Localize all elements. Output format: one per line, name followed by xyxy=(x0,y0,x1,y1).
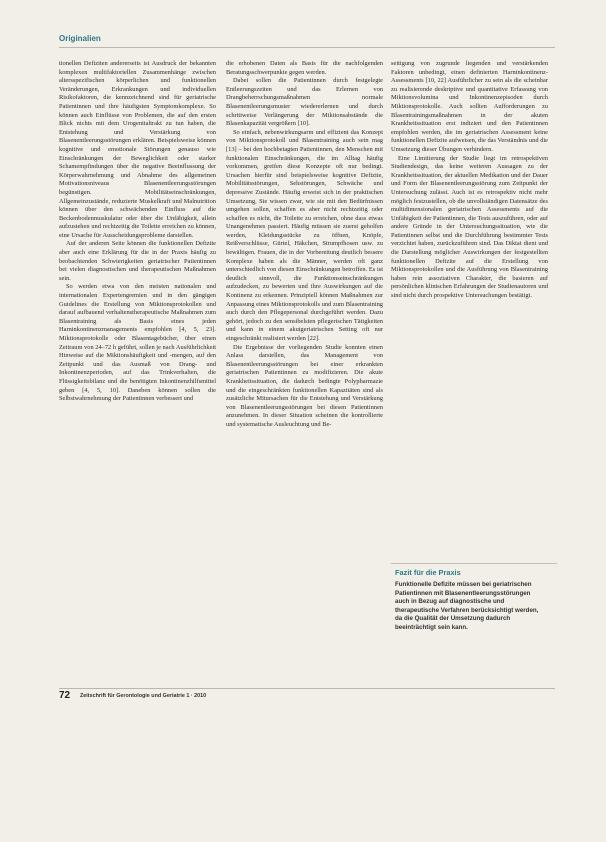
practice-conclusion-title: Fazit für die Praxis xyxy=(395,568,461,577)
paragraph: seitigung von zugrunde liegenden und verstärkenden Faktoren unbedingt, einen definierten Harninkontinenz-Assessments [10, 22] Ausführlicher zu sein als die scheinbar zu realisierende deskriptive und quantitative Erfassung von Miktionsvolumina und Inkontinenzepisoden durch Miktionsprotokolle. Auch sollten Aufforderungen zu Blasentrainingsmaßnahmen in der akuten Krankheitssituation erst indiziert und den Patientinnen empfohlen werden, die im geriatrischen Assessment keine funktionellen Defizite aufweisen, die das Verständnis und die Umsetzung dieser Übungen verhindern. xyxy=(391,60,548,153)
text-column-2 xyxy=(226,60,383,655)
text-column-3 xyxy=(391,60,548,550)
text-column-1 xyxy=(59,60,216,655)
paragraph: die erhobenen Daten als Basis für die nachfolgenden Beratungsschwerpunkte gegen werden. xyxy=(226,60,383,76)
header-rule xyxy=(59,47,555,48)
paragraph: Dabei sollen die Patientinnen durch festgelegte Entleerungszeiten und das Erlernen von Drangbeherrschungsmaßnahmen normale Blasenentleerungsmuster wiedererlernen und durch schrittweise Verlängerung der Miktionsabstände die Blasenkapazität vergrößern [10]. xyxy=(226,77,383,128)
paragraph: So einfach, nebenwirkungsarm und effizient das Konzept von Miktionsprotokoll und Blasentraining auch sein mag [13] – bei den hochbetagten Patientinnen, den Menschen mit funktionalen Einschränkungen, die im Alltag häufig vorkommen, greifen diese Konzepte oft nur bedingt. Ursachen hierfür sind beispielsweise kognitive Defizite, Mobilitätsstörungen, Sehstörungen, Schwäche und depressive Zustände. Häufig erweist sich in der praktischen Umsetzung, Sie wissen zwar, wie sie mit den Bedürfnissen umgehen sollen, schaffen es aber nicht rechtzeitig oder schaffen es nicht, die Toilette zu erreichen, ohne dass etwas Unangenehmes passiert. Häufig müssen sie zuerst geholfen werden, Kleidungsstücke zu öffnen, Knöpfe, Reißverschlüsse, Gürtel, Häkchen, Strumpfhosen usw. zu bewältigen. Frauen, die in der Vorbereitung deutlich bessere Komplexe haben als die Männer, werden oft ganz unterschiedlich von diesen Einschränkungen betroffen. Es ist deutlich sinnvoll, die Funktionseinschränkungen aufzudecken, zu bewerten und ihre Auswirkungen auf die Kontinenz zu erkennen. Prinzipiell können Maßnahmen zur Anpassung eines Miktionsprotokolls und zum Blasentraining auch durch den Pflegepersonal durchgeführt werden. Dazu gehört, jedoch zu den sensibelsten pflegerischen Tätigkeiten und kann in einem akutgeriatrischen Setting oft nur eingeschränkt realisiert werden [22]. xyxy=(226,128,383,342)
paragraph: So werden etwa von den meisten nationalen und internationalen Expertengremien und in den gängigen Guidelines die Erstellung von Miktionsprotokollen und darauf aufbauend verhaltenstherapeutische Maßnahmen zum Blasentraining als Basis eines jeden Harninkontinenzmanagements empfohlen [4, 5, 23]. Miktionsprotokolle oder Blasentagebücher, über einen Zeitraum von 24–72 h geführt, sollen je nach Ausführlichkeit Hinweise auf die Miktionshäufigkeit und -mengen, auf den Zeitpunkt und das Ausmaß von Drang- und Inkontinenzperioden, auf das Trinkverhalten, die Flüssigkeitsbilanz und die benötigten Inkontinenzhilfsmittel geben [4, 5, 10]. Daneben können sollen die Selbstwahrnehmung der Patientinnen verbessert und xyxy=(59,283,216,403)
paragraph: Eine Limitierung der Studie liegt im retrospektiven Studiendesign, das keine weiteren Aussagen zu der Krankheitssituation, der aktuellen Medikation und der Dauer und Form der Blasenentleerungsstörung zum Zeitpunkt der Untersuchung zulässt. Auch ist es retrospektiv nicht mehr möglich festzustellen, ob die unvollständigen Datensätze des multidimensionalen geriatrischen Assessments auf die Unfähigkeit der Patientinnen, die Tests auszuführen, oder auf andere Gründe in der Untersuchungssituation, wie die Patientinnen selbst und die Durchführung bestimmter Tests verzichtet haben, zurückzuführen sind. Das Diktat dient und die Darstellung möglicher Auswirkungen der festgestellten funktionellen Defizite auf die Erstellung von Miktionsprotokollen und die Ausführung von Blasentraining haben rein assoziativen Charakter, die basieren auf persönlichen klinischen Erfahrungen der Studienautoren und sind nicht durch prospektive Untersuchungen bestätigt. xyxy=(391,154,548,300)
section-header: Originalien xyxy=(59,34,101,43)
practice-conclusion-box xyxy=(391,563,557,674)
paragraph: Die Ergebnisse der vorliegenden Studie konnten einen Anlass darstellen, das Management von Blasenentleerungsstörungen bei einer erkrankten geriatrischen Patientinnen zu modifizieren. Die akute Krankheitssituation, die dadurch bedingte Polypharmazie und die eingeschränkten funktionellen Kapazitäten sind als zusätzliche Mitursachen für die Entstehung und Verstärkung von Blasenentleerungsstörungen bei diesen Patientinnen anzunehmen. In dieser Situation scheinen die kontrollierte und systematische Ausleuchtung und Be- xyxy=(226,343,383,428)
journal-citation: Zeitschrift für Gerontologie und Geriatrie 1 · 2010 xyxy=(80,693,207,699)
paragraph: tionellen Defiziten andererseits ist Ausdruck der bekannten komplexen multifaktoriellen Zusammenhänge zwischen altersspezifischen körperlichen und funktionellen Veränderungen, Erkrankungen und individuellen Risikofaktoren, die kennzeichnend sind für geriatrische Patientinnen und ihre häufigsten Symptomkomplexe. So können auch Einflüsse von Problemen, die auf den ersten Blick nichts mit dem Urogenitaltrakt zu tun haben, die Entstehung und Verstärkung von Blasenentleerungsstörungen erklären. Beispielsweise können kognitive und emotionale Störungen genauso wie Einschränkungen der Beweglichkeit oder starker Schamempfindungen über die negative Beeinflussung der Körperwahrnehmung und Abnahme des allgemeinen Motivationsniveaus Blasenentleerungsstörungen begünstigen. Mobilitätseinschränkungen, Allgemeinzustände, reduzierte Muskelkraft und Malnutrition können über den schwächenden Einfluss auf die Beckenbodenmuskulatur oder über die Unfähigkeit, allein aufzustehen und rechtzeitig die Toilette erreichen zu können, eine Ursache für Ausscheidungsprobleme darstellen. xyxy=(59,60,216,239)
practice-conclusion-text: Funktionelle Defizite müssen bei geriatrischen Patientinnen mit Blasenentleerungsstörungen auch in Bezug auf diagnostische und therapeutische Verfahren berücksichtigt werden, da die Qualität der Umsetzung dadurch beeinträchtigt sein kann. xyxy=(395,581,539,631)
footer-rule xyxy=(59,688,555,689)
paragraph: Auf der anderen Seite können die funktionellen Defizite aber auch eine Erklärung für die in der Praxis häufig zu beobachtenden Schwierigkeiten geriatrischer Patientinnen bei vielen diagnostischen und therapeutischen Maßnahmen sein. xyxy=(59,240,216,282)
page-number: 72 xyxy=(59,690,71,701)
